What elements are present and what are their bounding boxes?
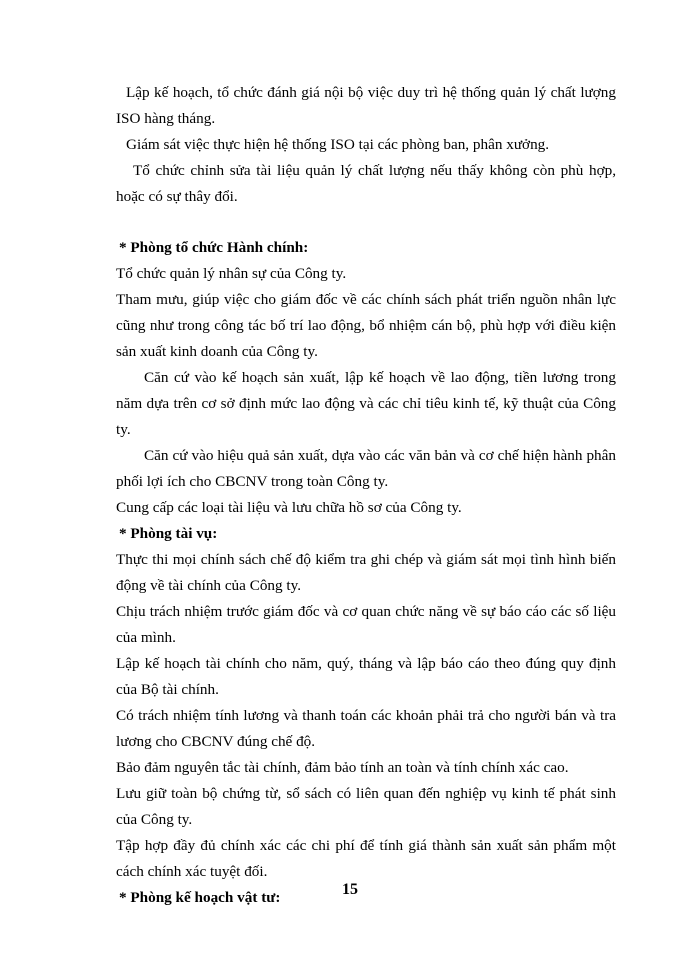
heading-planning-supplies-department: * Phòng kế hoạch vật tư: xyxy=(119,889,281,906)
paragraph-finance-reporting: Chịu trách nhiệm trước giám đốc và cơ quan chức năng về sự báo cáo các số liệu của mình. xyxy=(116,603,616,646)
paragraph-finance-principles: Bảo đảm nguyên tắc tài chính, đảm bảo tính an toàn và tính chính xác cao. xyxy=(116,759,569,776)
paragraph-finance-payroll: Có trách nhiệm tính lương và thanh toán các khoản phải trả cho người bán và tra lương cho CBCNV đúng chế độ. xyxy=(116,707,616,750)
paragraph-iso-revision: Tổ chức chỉnh sửa tài liệu quản lý chất lượng nếu thấy không còn phù hợp, hoặc có sự thây đổi. xyxy=(116,162,616,205)
paragraph-admin-advisory: Tham mưu, giúp việc cho giám đốc về các chính sách phát triển nguồn nhân lực cũng như trong công tác bố trí lao động, bổ nhiệm cán bộ, phù hợp với điều kiện sản xuất kinh doanh của Công ty. xyxy=(116,291,616,360)
paragraph-finance-planning: Lập kế hoạch tài chính cho năm, quý, tháng và lập báo cáo theo đúng quy định của Bộ tài chính. xyxy=(116,655,616,698)
paragraph-admin-labor-plan: Căn cứ vào kế hoạch sản xuất, lập kế hoạch về lao động, tiền lương trong năm dựa trên cơ sở định mức lao động và các chỉ tiêu kinh tế, kỹ thuật của Công ty. xyxy=(116,369,616,438)
page-number: 15 xyxy=(342,881,358,898)
paragraph-admin-records: Cung cấp các loại tài liệu và lưu chữa hồ sơ của Công ty. xyxy=(116,499,462,516)
body-text xyxy=(116,80,616,911)
paragraph-admin-hr: Tổ chức quản lý nhân sự của Công ty. xyxy=(116,265,347,282)
heading-admin-department: * Phòng tổ chức Hành chính: xyxy=(119,239,309,256)
paragraph-finance-policy: Thực thi mọi chính sách chế độ kiểm tra ghi chép và giám sát mọi tình hình biến động về tài chính của Công ty. xyxy=(116,551,616,594)
paragraph-iso-planning: Lập kế hoạch, tổ chức đánh giá nội bộ việc duy trì hệ thống quản lý chất lượng ISO hàng tháng. xyxy=(116,84,616,127)
paragraph-finance-archive: Lưu giữ toàn bộ chứng từ, sổ sách có liên quan đến nghiệp vụ kinh tế phát sinh của Công ty. xyxy=(116,785,616,828)
paragraph-iso-supervision: Giám sát việc thực hiện hệ thống ISO tại các phòng ban, phân xưởng. xyxy=(126,136,550,153)
paragraph-admin-benefits: Căn cứ vào hiệu quả sản xuất, dựa vào các văn bản và cơ chế hiện hành phân phối lợi ích cho CBCNV trong toàn Công ty. xyxy=(116,447,616,490)
paragraph-finance-costing: Tập hợp đầy đủ chính xác các chi phí để tính giá thành sản xuất sản phẩm một cách chính xác tuyệt đối. xyxy=(116,837,616,880)
heading-finance-department: * Phòng tài vụ: xyxy=(119,525,218,542)
